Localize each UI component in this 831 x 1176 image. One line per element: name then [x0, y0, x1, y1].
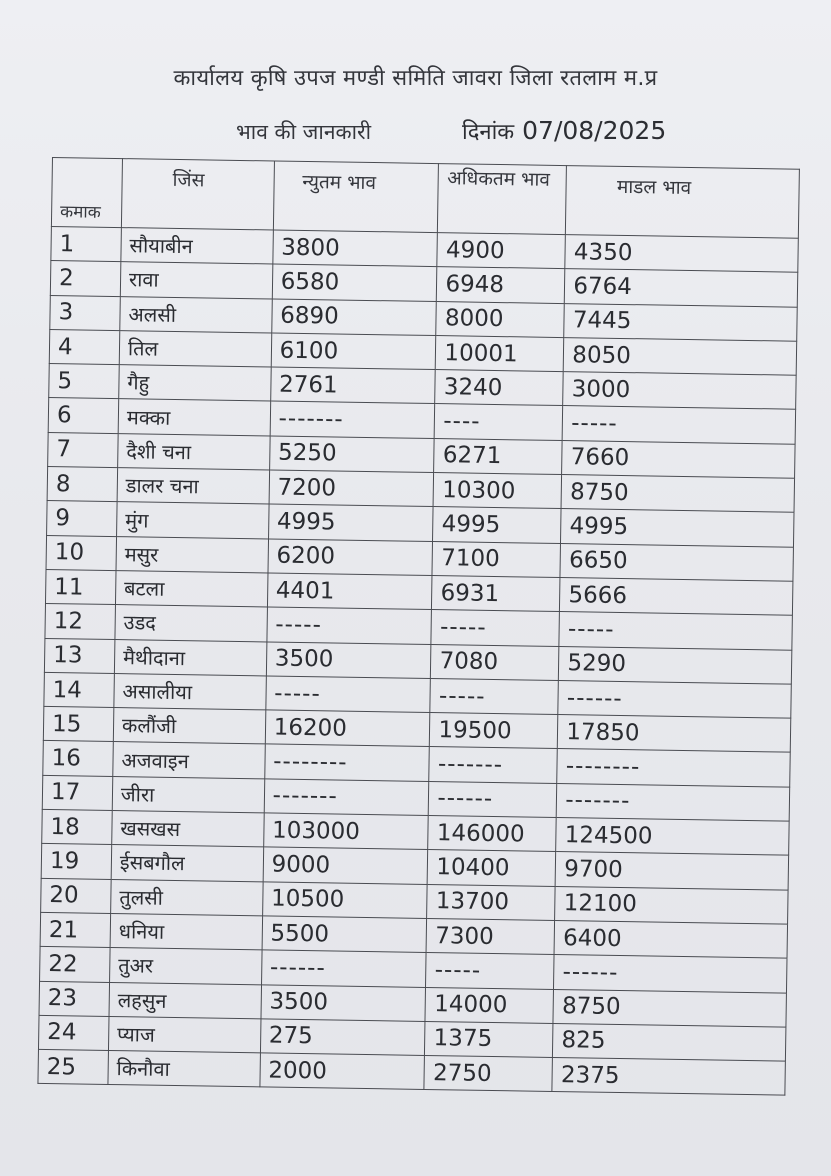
modal-price-cell: 8750: [561, 475, 794, 513]
max-price-cell: -------: [429, 747, 557, 783]
min-price-cell: 103000: [263, 813, 428, 850]
modal-price-cell: 6764: [565, 269, 798, 307]
serial-cell: 17: [42, 775, 112, 810]
modal-price-cell: 12100: [555, 886, 788, 924]
modal-price-cell: 8050: [564, 337, 797, 375]
max-price-cell: -----: [431, 610, 559, 646]
serial-cell: 11: [45, 569, 115, 604]
serial-cell: 24: [38, 1015, 108, 1050]
min-price-cell: 4995: [268, 504, 433, 541]
modal-price-cell: 124500: [556, 818, 789, 856]
date-label: दिनांक: [462, 120, 515, 145]
commodity-cell: कलौंजी: [113, 708, 265, 745]
modal-price-cell: 5290: [559, 646, 792, 684]
max-price-cell: -----: [426, 953, 554, 989]
serial-cell: 21: [40, 912, 110, 947]
max-price-cell: 7300: [427, 918, 555, 954]
modal-price-cell: 4995: [561, 509, 794, 547]
serial-cell: 18: [42, 809, 112, 844]
commodity-cell: लहसुन: [109, 982, 261, 1019]
min-price-cell: ------: [261, 950, 426, 987]
table-body: [38, 226, 798, 1095]
max-price-cell: 8000: [436, 301, 564, 337]
max-price-cell: 7080: [431, 644, 559, 680]
serial-cell: 1: [51, 226, 121, 261]
column-header-max-price: अधिकतम भाव: [438, 164, 567, 235]
serial-cell: 14: [44, 672, 114, 707]
modal-price-cell: ------: [554, 955, 787, 993]
serial-cell: 12: [45, 604, 115, 639]
modal-price-cell: -------: [557, 783, 790, 821]
min-price-cell: 3500: [261, 984, 426, 1021]
commodity-cell: तुलसी: [111, 879, 263, 916]
serial-cell: 5: [49, 364, 119, 399]
commodity-cell: गैहु: [119, 365, 271, 402]
max-price-cell: -----: [430, 678, 558, 714]
min-price-cell: 3800: [273, 230, 438, 267]
modal-price-cell: 5666: [560, 578, 793, 616]
max-price-cell: ------: [429, 781, 557, 817]
serial-cell: 20: [41, 878, 111, 913]
serial-cell: 13: [44, 638, 114, 673]
min-price-cell: 6100: [271, 333, 436, 370]
min-price-cell: 7200: [269, 470, 434, 507]
serial-cell: 3: [50, 295, 120, 330]
serial-cell: 9: [47, 501, 117, 536]
max-price-cell: 1375: [425, 1021, 553, 1057]
min-price-cell: 3500: [266, 641, 431, 678]
commodity-cell: खसखस: [112, 811, 264, 848]
min-price-cell: --------: [264, 744, 429, 781]
min-price-cell: 9000: [263, 847, 428, 884]
commodity-cell: रावा: [120, 262, 272, 299]
max-price-cell: 6931: [432, 575, 560, 611]
max-price-cell: 4995: [433, 507, 561, 543]
serial-cell: 16: [43, 741, 113, 776]
column-header-commodity: जिंस: [121, 159, 274, 230]
max-price-cell: 2750: [424, 1056, 552, 1092]
max-price-cell: 6271: [434, 438, 562, 474]
modal-price-cell: 7445: [564, 303, 797, 341]
serial-cell: 19: [41, 844, 111, 879]
min-price-cell: 5250: [269, 436, 434, 473]
report-subtitle: भाव की जानकारी: [236, 120, 372, 144]
serial-cell: 6: [48, 398, 118, 433]
min-price-cell: -----: [267, 607, 432, 644]
modal-price-cell: -----: [562, 406, 795, 444]
serial-cell: 2: [50, 261, 120, 296]
commodity-cell: उडद: [115, 605, 267, 642]
min-price-cell: 5500: [262, 916, 427, 953]
max-price-cell: 10001: [436, 335, 564, 371]
modal-price-cell: 6650: [560, 543, 793, 581]
min-price-cell: 6580: [272, 264, 437, 301]
max-price-cell: 6948: [437, 267, 565, 303]
serial-cell: 4: [49, 329, 119, 364]
modal-price-cell: 17850: [558, 715, 791, 753]
max-price-cell: 3240: [435, 370, 563, 406]
commodity-cell: मसुर: [116, 536, 268, 573]
commodity-cell: मुंग: [116, 502, 268, 539]
column-header-modal-price: माडल भाव: [566, 166, 800, 239]
max-price-cell: 10300: [434, 473, 562, 509]
commodity-cell: तुअर: [109, 948, 261, 985]
max-price-cell: 14000: [425, 987, 553, 1023]
min-price-cell: 4401: [267, 573, 432, 610]
commodity-cell: बटला: [115, 571, 267, 608]
modal-price-cell: --------: [557, 749, 790, 787]
modal-price-cell: 6400: [554, 920, 787, 958]
commodity-cell: दैशी चना: [118, 433, 270, 470]
modal-price-cell: 825: [553, 1023, 786, 1061]
rates-table: [37, 157, 799, 1096]
min-price-cell: 6200: [268, 539, 433, 576]
min-price-cell: -------: [264, 779, 429, 816]
modal-price-cell: 9700: [555, 852, 788, 890]
commodity-cell: जीरा: [112, 776, 264, 813]
commodity-cell: मैथीदाना: [114, 639, 266, 676]
max-price-cell: 13700: [427, 884, 555, 920]
commodity-cell: ईसबगौल: [111, 845, 263, 882]
commodity-cell: धनिया: [110, 913, 262, 950]
min-price-cell: 10500: [262, 882, 427, 919]
min-price-cell: 2761: [270, 367, 435, 404]
modal-price-cell: 7660: [562, 440, 795, 478]
modal-price-cell: 3000: [563, 372, 796, 410]
commodity-cell: असालीया: [114, 673, 266, 710]
max-price-cell: 146000: [428, 816, 556, 852]
modal-price-cell: ------: [558, 680, 791, 718]
commodity-cell: सौयाबीन: [121, 228, 273, 265]
serial-cell: 8: [47, 467, 117, 502]
modal-price-cell: -----: [559, 612, 792, 650]
office-title: कार्यालय कृषि उपज मण्डी समिति जावरा जिला रतलाम म.प्र: [173, 66, 658, 91]
min-price-cell: 2000: [260, 1053, 425, 1090]
min-price-cell: -----: [266, 676, 431, 713]
modal-price-cell: 8750: [553, 989, 786, 1027]
report-date: [462, 116, 666, 146]
commodity-cell: अलसी: [120, 296, 272, 333]
modal-price-cell: 4350: [565, 235, 798, 273]
serial-cell: 22: [40, 947, 110, 982]
commodity-cell: प्याज: [108, 1016, 260, 1053]
column-header-serial: कमाक: [51, 158, 122, 228]
min-price-cell: 275: [260, 1019, 425, 1056]
max-price-cell: 10400: [428, 850, 556, 886]
serial-cell: 15: [43, 707, 113, 742]
max-price-cell: 7100: [432, 541, 560, 577]
commodity-cell: अजवाइन: [113, 742, 265, 779]
max-price-cell: 19500: [430, 713, 558, 749]
min-price-cell: 6890: [271, 299, 436, 336]
commodity-cell: किनौवा: [108, 1051, 260, 1088]
date-value: 07/08/2025: [522, 116, 667, 145]
table-header-row: [51, 158, 799, 239]
column-header-min-price: न्युतम भाव: [273, 161, 439, 233]
modal-price-cell: 2375: [552, 1058, 785, 1096]
commodity-cell: तिल: [119, 330, 271, 367]
min-price-cell: -------: [270, 401, 435, 438]
max-price-cell: ----: [435, 404, 563, 440]
serial-cell: 10: [46, 535, 116, 570]
max-price-cell: 4900: [437, 233, 565, 269]
commodity-cell: डालर चना: [117, 468, 269, 505]
commodity-cell: मक्का: [118, 399, 270, 436]
serial-cell: 25: [38, 1050, 108, 1085]
min-price-cell: 16200: [265, 710, 430, 747]
serial-cell: 23: [39, 981, 109, 1016]
serial-cell: 7: [48, 432, 118, 467]
